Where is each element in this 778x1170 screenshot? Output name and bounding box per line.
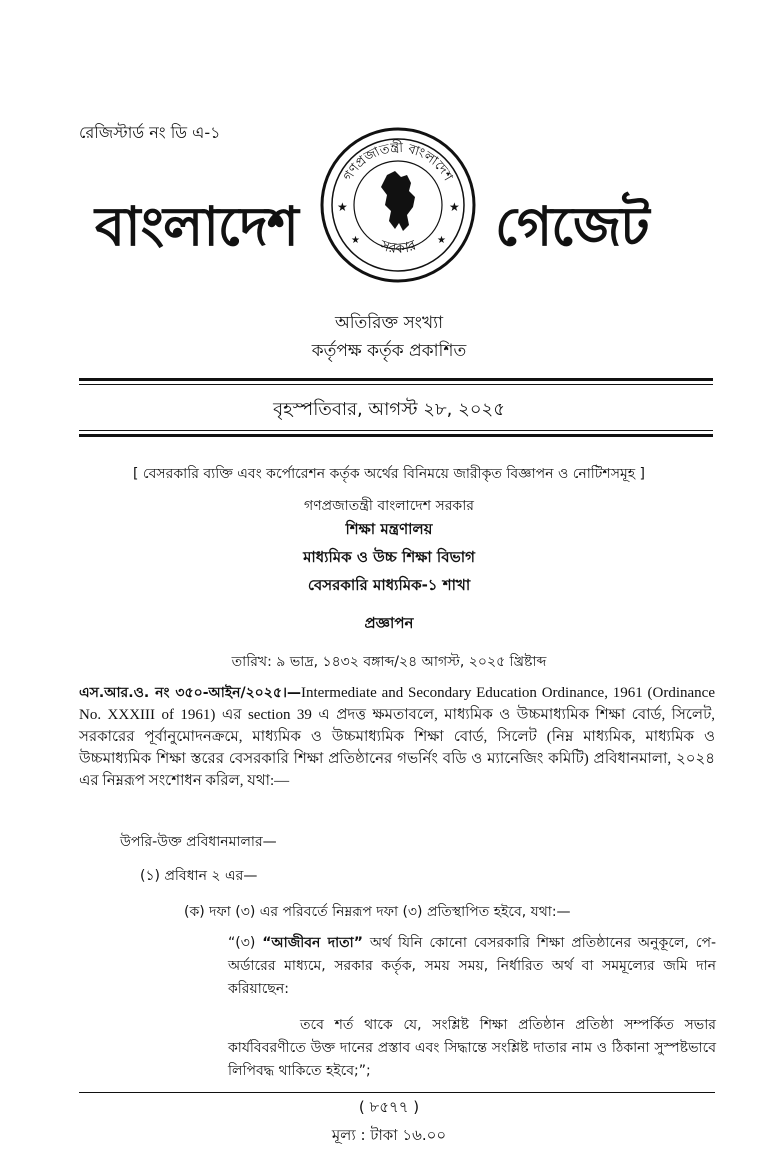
bottom-rule-thin	[79, 430, 713, 431]
seal-emblem-icon	[315, 125, 481, 285]
regulation-clause: (১) প্রবিধান ২ এর—	[140, 868, 258, 884]
sro-number: এস.আর.ও. নং ৩৫০-আইন/২০২৫।—	[79, 685, 301, 701]
published-by-authority: কর্তৃপক্ষ কর্তৃক প্রকাশিত	[311, 341, 467, 361]
top-rule-thick	[79, 378, 713, 381]
main-paragraph	[79, 682, 715, 792]
main-paragraph-text: Intermediate and Secondary Education Ordinance, 1961 (Ordinance No. XXXIII of 1961) এর section 39 এ প্রদত্ত ক্ষমতাবলে, মাধ্যমিক ও উচ্চমাধ্যমিক শিক্ষা বোর্ড, সিলেট, সরকারের পূর্বানুমোদনক্রমে, মাধ্যমিক ও উচ্চমাধ্যমিক শিক্ষা বোর্ড, সিলেট (নিম্ন মাধ্যমিক, মাধ্যমিক ও উচ্চমাধ্যমিক শিক্ষা স্তরের বেসরকারি শিক্ষা প্রতিষ্ঠানের গভর্নিং বডি ও ম্যানেজিং কমিটি) প্রবিধানমালা, ২০২৪ এর নিম্নরূপ সংশোধন করিল, যথা:—	[79, 685, 715, 789]
seal-text-bottom: সরকার	[377, 237, 419, 258]
gazette-title-bangladesh: বাংলাদেশ	[95, 195, 298, 258]
definition-number: “(৩)	[228, 935, 256, 951]
extra-issue-label: অতিরিক্ত সংখ্যা	[334, 313, 444, 333]
regulation-intro: উপরি-উক্ত প্রবিধানমালার—	[120, 834, 277, 850]
notification-heading: প্রজ্ঞাপন	[364, 614, 414, 632]
top-rule-thin	[79, 384, 713, 385]
svg-text:★: ★	[449, 200, 460, 214]
definition-term: “আজীবন দাতা”	[262, 935, 363, 951]
svg-text:★: ★	[337, 200, 348, 214]
price-label: মূল্য : টাকা ১৬.০০	[331, 1126, 447, 1144]
publication-date: বৃহস্পতিবার, আগস্ট ২৮, ২০২৫	[273, 399, 505, 420]
gazette-title-gazette: গেজেট	[495, 195, 649, 258]
bottom-rule-thick	[79, 434, 713, 437]
government-seal	[315, 125, 481, 285]
page-number: ( ৮৫৭৭ )	[358, 1098, 420, 1116]
ministry-name: শিক্ষা মন্ত্রণালয়	[345, 520, 433, 538]
notification-date: তারিখ: ৯ ভাদ্র, ১৪৩২ বঙ্গাব্দ/২৪ আগস্ট, ২০২৫ খ্রিষ্টাব্দ	[231, 654, 547, 670]
svg-text:সরকার	[377, 237, 418, 257]
branch-name: বেসরকারি মাধ্যমিক-১ শাখা	[307, 576, 471, 594]
definition-text: অর্থ যিনি কোনো বেসরকারি শিক্ষা প্রতিষ্ঠানের অনুকূলে, পে-অর্ডারের মাধ্যমে, সরকার কর্তৃক, সময় সময়, নির্ধারিত অর্থ বা সমমূল্যের জমি দান করিয়াছেন:	[228, 935, 716, 997]
svg-text:★: ★	[351, 235, 360, 246]
seal-text-top: গণপ্রজাতন্ত্রী বাংলাদেশ	[340, 140, 456, 184]
definition-paragraph	[228, 932, 716, 1001]
registration-number: রেজিস্টার্ড নং ডি এ-১	[79, 123, 221, 142]
proviso-paragraph: তবে শর্ত থাকে যে, সংশ্লিষ্ট শিক্ষা প্রতিষ্ঠান প্রতিষ্ঠা সম্পর্কিত সভার কার্যবিবরণীতে উক্ত দানের প্রস্তাব এবং সিদ্ধান্তে সংশ্লিষ্ট দাতার নাম ও ঠিকানা সুস্পষ্টভাবে লিপিবদ্ধ থাকিতে হইবে;”;	[228, 1017, 716, 1079]
section-note: [ বেসরকারি ব্যক্তি এবং কর্পোরেশন কর্তৃক অর্থের বিনিময়ে জারীকৃত বিজ্ঞাপন ও নোটিশসমূহ ]	[133, 466, 645, 482]
svg-text:★: ★	[437, 235, 446, 246]
government-name: গণপ্রজাতন্ত্রী বাংলাদেশ সরকার	[304, 498, 474, 514]
sub-clause-ka: (ক) দফা (৩) এর পরিবর্তে নিম্নরূপ দফা (৩) প্রতিস্থাপিত হইবে, যথা:—	[184, 904, 571, 920]
footer-rule	[79, 1092, 715, 1093]
division-name: মাধ্যমিক ও উচ্চ শিক্ষা বিভাগ	[303, 548, 475, 566]
